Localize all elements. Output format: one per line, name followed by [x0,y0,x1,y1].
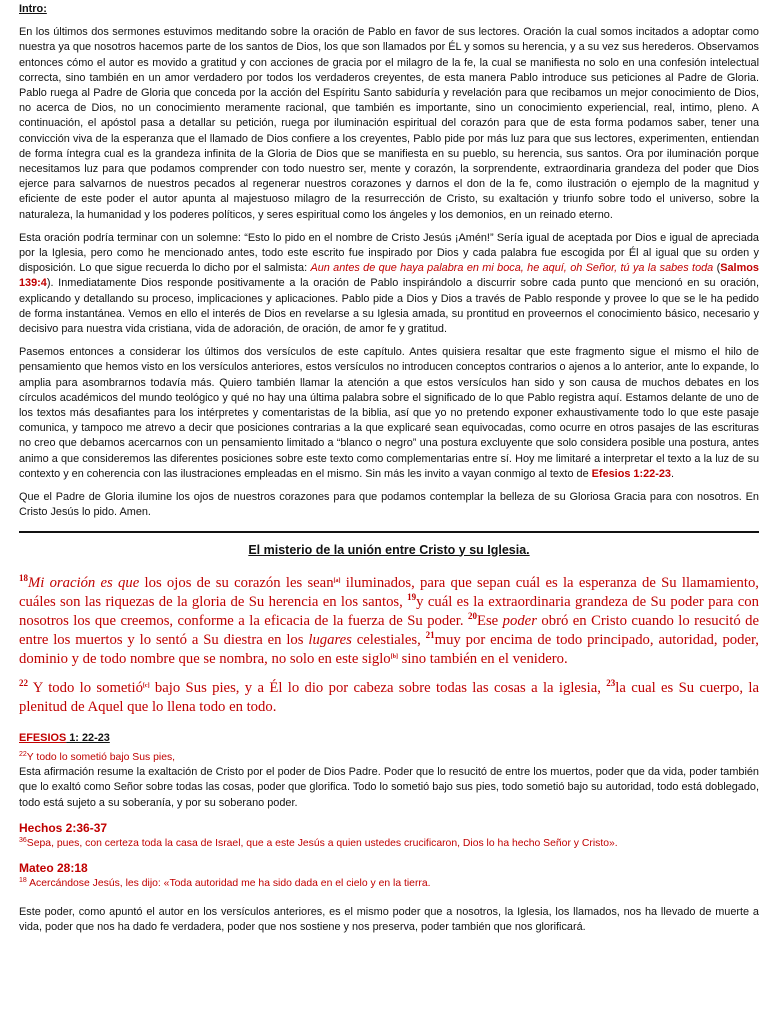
verse-number: 23 [606,677,616,688]
scripture-verses-18-21 [19,574,759,669]
paren-open: ( [713,262,721,275]
psalm-quote: Aun antes de que haya palabra en mi boca, he aquí, oh Señor, tú ya la sabes toda [310,262,714,275]
verse-text: muy por encima de todo principado, autoridad, poder, dominio y de todo nombre que se nombra, no solo en este siglo [19,631,759,667]
verse-number: 18 [19,572,28,583]
verse-number: 36 [19,836,27,844]
paragraph-text: Pasemos entonces a considerar los últimos dos versículos de este capítulo. Antes quisiera resaltar que este fragmento sigue el mismo el hilo de pensamiento que hemos visto en los versículos anteriores, estos versículos no introducen conceptos contrarios o ajenos a lo anterior, ante lo expande, lo amplia para asombrarnos todavía más. Quiero también llamar la atención a que estos versículos han sido y son causa de muchos debates en los círculos académicos del mundo teológico y qué no hay una última palabra sobre el significado de lo que Pablo registra aquí. Estamos delante de uno de los textos más desafiantes para los intérpretes y comentaristas de la biblia, así que yo no pretendo exponer exhaustivamente todo lo que este pasaje comunica, y tampoco me atrevo a decir que posiciones contrarias a la que explicaré sean equivocadas, como ocurre en otros pasajes de las escrituras no creo que debamos acercarnos con un pensamiento limitado a “blanco o negro” una postura excluyente que solo considera posible una postura, antes animo a que consideremos las diferentes posiciones sobre este texto como complementarias entre sí. Hoy me limitaré a interpretar el texto a la luz de su contexto y en coherencia con las ilustraciones empleadas en el mismo. Sin más les invito a vayan conmigo al texto de [19,346,759,480]
chapter-verses: 1: 22-23 [66,731,110,744]
psalm-reference: Salmos 139:4 [19,262,759,290]
verse-text: los ojos de su corazón les sean [139,574,334,591]
verse-number: 22 [19,750,27,758]
intro-paragraph-2 [19,231,759,337]
verse-number: 22 [19,677,28,688]
section-title: El misterio de la unión entre Cristo y su Iglesia. [248,542,530,557]
acts-reference: Hechos 2:36-37 [19,820,108,835]
verse-number: 18 [19,876,27,884]
matthew-reference: Mateo 28:18 [19,860,88,875]
scripture-verses-22-23 [19,679,759,717]
matthew-verse [19,876,759,891]
section-divider [19,531,759,533]
intro-paragraph-4: Que el Padre de Gloria ilumine los ojos de nuestros corazones para que podamos contemplar la belleza de su Gloriosa Gracia para con nosotros. En Cristo Jesús lo pido. Amen. [19,491,759,519]
verse-text: obró en Cristo cuando lo resucitó de entre los muertos y lo sentó a Su diestra en los [19,612,759,648]
verse-number: 20 [467,610,477,621]
paragraph-text: ). Inmediatamente Dios responde positivamente a la oración de Pablo inspirándolo a discurrir sobre cada punto que mencionó en su oración, explicando y detallando su proceso, implicaciones y aplicaciones. Pablo pide a Dios y Dios a través de Pablo responde y provee lo que se le ha pedido de forma instantánea. Vemos en ello el interés de Dios en revelarse a su Iglesia amada, su prontitud en proveernos el conocimiento básico, necesario y decisivo para nuestra vida cristiana, vida de adoración, de oración, de amor fe y gratitud. [19,277,759,336]
commentary-paragraph-2: Este poder, como apuntó el autor en los versículos anteriores, es el mismo poder que a nosotros, la Iglesia, los llamados, nos ha llevado de muerte a vida, poder que nos ha dado fe verdadera, poder que nos sostiene y nos preserva, poder también que nos glorificará. [19,906,759,934]
commentary-heading [19,731,759,746]
verse-text: bajo Sus pies, y a Él lo dio por cabeza sobre todas las cosas a la iglesia, [149,679,607,696]
period: . [670,467,675,480]
commentary-paragraph-1: Esta afirmación resume la exaltación de Cristo por el poder de Dios Padre. Poder que lo resucitó de entre los muertos, poder que da vida, poder también que lo exaltó como Señor sobre todas las cosas, poder que glorifica. Todo lo sometió bajo sus pies, todo sometió bajo su autoridad, todo está doblegado, todo está sujeto a su soberanía, y por su soberano poder. [19,766,759,809]
footnote-marker[interactable]: [a] [333,577,341,584]
verse-text: Sepa, pues, con certeza toda la casa de Israel, que a este Jesús a quien ustedes crucificaron, Dios lo ha hecho Señor y Cristo». [26,837,618,849]
verse-italic: poder [502,612,537,629]
verse-text: sino también en el venidero. [397,650,568,667]
verse-number: 19 [407,591,417,602]
verse-22-quote [19,750,759,765]
document-body [19,2,759,944]
verse-number: 21 [425,629,435,640]
footnote-marker[interactable]: [c] [142,682,150,689]
book-name: EFESIOS [19,731,67,744]
verse-text: Acercándose Jesús, les dijo: «Toda autoridad me ha sido dada en el cielo y en la tierra. [26,877,431,889]
verse-text: la cual es Su cuerpo, la plenitud de Aquel que lo llena todo en todo. [19,679,760,715]
acts-verse [19,836,759,851]
paragraph-text: Esta oración podría terminar con un solemne: “Esto lo pido en el nombre de Cristo Jesús ¡Amén!” Sería igual de aceptada por Dios e igual de apreciada por la Iglesia, pero como he mencionado antes, todo este escrito fue inspirado por Dios y cada palabra fue escogida por Él al igual que su orden y disposición. Lo que sigue recuerda lo dicho por el salmista: [19,231,759,275]
verse-text: celestiales, [351,631,426,648]
verse-text: iluminados, para que sepan cuál es la esperanza de Su llamamiento, cuáles son las riquezas de la gloria de Su herencia en los santos, [19,574,759,610]
verse-text: Y todo lo sometió bajo Sus pies, [26,751,176,763]
verse-italic: lugares [308,631,352,648]
intro-heading: Intro: [19,3,47,15]
footnote-marker[interactable]: [b] [390,653,398,660]
intro-paragraph-3 [19,345,759,482]
verse-text: Y todo lo sometió [28,679,143,696]
intro-paragraph-1: En los últimos dos sermones estuvimos meditando sobre la oración de Pablo en favor de sus lectores. Oración la cual somos incitados a adoptar como nuestra ya que nosotros hacemos parte de los santos de Dios, los que son llamados por ÉL y somos su herencia, y a su vez sus herederos. Observamos entonces cómo el autor es movido a gratitud y con acciones de gracia por el milagro de la fe, la cual se manifiesta no solo en una confesión intelectual correcta, sino también en un amor verdadero por todos los verdaderos creyentes, de esta manera Pablo introduce sus peticiones al Padre de Gloria. Pablo ruega al Padre de Gloria que conceda por la acción del Espíritu Santo sabiduría y revelación para que recibamos un mejor conocimiento de Dios, no acerca de Dios, no un conocimiento meramente racional, que también es importante, sino un conocimiento experiencial, real, intimo, pleno. A continuación, el apóstol pasa a detallar su petición, ruega por iluminación espiritual del corazón para que de esta forma podamos saber, tener una convicción viva de la esperanza que el llamado de Dios confiere a los creyentes, Pablo pide por más luz para que sus lectores, experimenten, entiendan de forma íntegra cual es la grandeza infinita de la Gloria de Dios que se manifiesta en su pueblo, su herencia, sus santos. Ora por iluminación porque necesitamos luz para que podamos comprender con todo nuestro ser, mente y corazón, la sorprendente, extraordinaria grandeza del poder que Dios ejerce para salvarnos de nuestros pecados al regenerar nuestros corazones y darnos el don de la fe, como ilustración o ejemplo de la magnitud y eficiente de este poder el autor apunta al majestuoso milagro de la resurrección de Cristo, su exaltación y triunfo sobre todo el universo, sobre la naturaleza, la humanidad y los poderes políticos, y seres espiritual como los ángeles y los demonios, en un reinado eterno. [19,26,759,221]
verse-text: y cuál es la extraordinaria grandeza de Su poder para con nosotros los que creemos, conforme a la eficacia de la fuerza de Su poder. [19,593,759,629]
verse-italic: Mi oración es que [28,574,140,591]
ephesians-reference: Efesios 1:22-23 [591,467,671,480]
verse-text: Ese [476,612,503,629]
